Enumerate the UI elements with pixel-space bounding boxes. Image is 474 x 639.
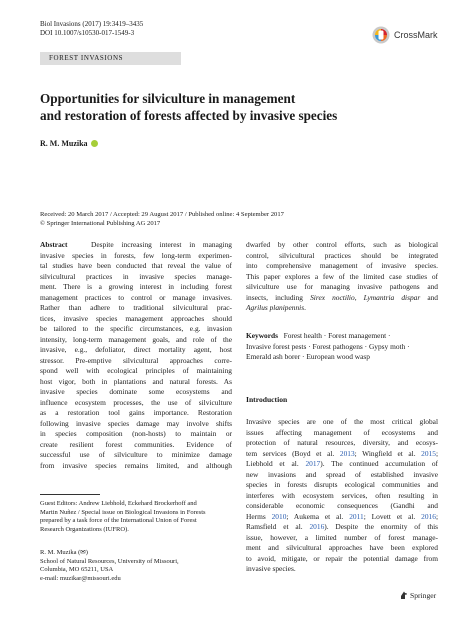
intro-text: ). The continued accumulation of: [320, 459, 439, 468]
crossmark-badge[interactable]: [372, 26, 438, 44]
abstract-line: host vigor, both in plantations and natural forests. As: [40, 376, 232, 386]
springer-horse-icon: [400, 591, 408, 600]
author-row: [40, 139, 98, 148]
footnote-divider: [40, 494, 100, 495]
intro-text: ;: [435, 448, 438, 458]
abstract-line: Despite increasing interest in managing: [91, 240, 233, 249]
editor-footnote: [40, 500, 232, 534]
section-label: FOREST INVASIONS: [40, 52, 181, 65]
abstract-line: dwarfed by other control efforts, such as biological: [246, 240, 438, 249]
journal-citation: [40, 20, 143, 38]
abstract-line: into comprehensive management of invasive species.: [246, 261, 438, 270]
abstract-line: successful use of silviculture to minimize damage: [40, 450, 232, 459]
abstract-line: influence ecosystem processes, the use of silviculture: [40, 397, 232, 407]
footnote-line: Research Organizations (IUFRO).: [40, 525, 129, 533]
species-name: Sirex noctilio: [310, 292, 355, 302]
keywords-line: Forest health · Forest management ·: [283, 331, 391, 340]
abstract-line: Rather than adhere to traditional silvicultural prac-: [40, 303, 232, 312]
abstract-line: invasive species in forests, few long-term experimen-: [40, 250, 232, 260]
author-name: R. M. Muzika: [40, 139, 88, 148]
citation-link[interactable]: 2016: [309, 522, 325, 531]
intro-line: to avoid, mitigate, or repair the potential damage from: [246, 553, 438, 563]
period: .: [304, 303, 306, 312]
intro-line: interferes with ecosystem services, often resulting in: [246, 490, 438, 500]
intro-line: species in forests disrupts ecological communities and: [246, 480, 438, 489]
citation-link[interactable]: 2011: [349, 511, 364, 521]
citation-link[interactable]: 2015: [421, 448, 436, 458]
author-affiliation: [40, 549, 232, 583]
article-title: [40, 90, 440, 124]
intro-text: ; Wingfield et al.: [354, 448, 422, 458]
intro-line: protection of natural resources, diversity, and ecosys-: [246, 438, 438, 447]
abstract-line: management practices to control or manage invasives.: [40, 292, 232, 302]
abstract-line: silvicultural practices in invasive species manage-: [40, 271, 232, 281]
abstract-line: create resilient forest communities. Evidence of: [40, 439, 232, 449]
intro-text: Ramsfield et al.: [246, 522, 310, 531]
intro-line: considerable economic consequences (Gandhi and: [246, 501, 438, 510]
footnote-line: Guest Editors: Andrew Liebhold, Eckehard Brockerhoff and: [40, 500, 197, 507]
citation-link[interactable]: 2010: [271, 511, 287, 521]
affiliation-author: R. M. Muzika (✉): [40, 549, 88, 556]
copyright: © Springer International Publishing AG 2017: [40, 220, 161, 227]
abstract-block: [40, 240, 232, 471]
journal-volume: Biol Invasions (2017) 19:3419–3435: [40, 20, 144, 28]
abstract-line: insects, including: [246, 292, 311, 302]
intro-text: Liebhold et al.: [246, 459, 306, 468]
conjunction: and: [420, 292, 438, 302]
abstract-line: silviculture use for managing invasive pathogens and: [246, 282, 438, 291]
title-line-2: and restoration of forests affected by invasive species: [40, 108, 338, 123]
abstract-line: invasive, e.g., defoliator, direct mortality agent, host: [40, 345, 232, 354]
keywords-label: Keywords: [246, 331, 279, 340]
affiliation-line: School of Natural Resources, University of Missouri,: [40, 557, 179, 565]
intro-line: new invasions and spread of established invasive: [246, 469, 438, 479]
history-dates: Received: 20 March 2017 / Accepted: 29 August 2017 / Published online: 4 September 2017: [40, 211, 284, 218]
journal-doi[interactable]: DOI 10.1007/s10530-017-1549-3: [40, 29, 135, 37]
keywords-block: [246, 331, 438, 363]
abstract-line: tal studies have been conducted that reveal the value of: [40, 261, 232, 270]
intro-text: ). Despite the enormity of this: [324, 522, 439, 531]
abstract-line: from invasive species remains limited, and although: [40, 460, 232, 470]
author-email[interactable]: e-mail: muzikar@missouri.edu: [40, 574, 121, 582]
abstract-line: as a restoration tool gains importance. Restoration: [40, 408, 232, 417]
keywords-line: Emerald ash borer · European wood wasp: [246, 352, 370, 361]
intro-line: invasive species.: [246, 564, 296, 573]
abstract-line: This paper explores a few of the limited case studies of: [246, 271, 438, 281]
separator: ,: [354, 292, 364, 302]
intro-line: issues affecting management of ecosystems and: [246, 427, 438, 437]
affiliation-line: Columbia, MO 65211, USA: [40, 566, 114, 574]
intro-text: ; Lovett et al.: [363, 511, 422, 521]
abstract-line: in species composition (non-hosts) to maintain or: [40, 429, 232, 438]
abstract-line: tices, invasive species management approaches should: [40, 313, 232, 323]
introduction-body: [246, 417, 438, 575]
crossmark-icon: [372, 26, 390, 44]
footnote-line: prepared by a task force of the International Union of Forest: [40, 517, 197, 525]
publisher-logo: [400, 591, 436, 600]
abstract-label: Abstract: [40, 240, 68, 249]
intro-text: Herms: [246, 511, 272, 521]
species-name: Lymantria dispar: [363, 292, 421, 302]
intro-line: Invasive species are one of the most critical global: [246, 417, 438, 426]
abstract-line: following invasive species damage may involve shifts: [40, 418, 232, 428]
citation-link[interactable]: 2013: [339, 448, 355, 458]
article-dates: [40, 210, 440, 228]
abstract-line: be tailored to the specific circumstances, e.g. invasion: [40, 324, 232, 333]
abstract-line: invasive species dominate some ecosystems and: [40, 387, 232, 396]
abstract-line: ment. There is a growing interest in including forest: [40, 282, 232, 291]
publisher-name: Springer: [410, 591, 437, 600]
intro-text: ; Aukema et al.: [286, 511, 350, 521]
abstract-line: intensity, long-term management goals, and role of the: [40, 334, 232, 344]
crossmark-label: CrossMark: [394, 30, 438, 40]
intro-line: issue, however, a limited number of forest manage-: [246, 532, 438, 542]
abstract-line: stressor. Pre-emptive silvicultural approaches corre-: [40, 355, 232, 365]
citation-link[interactable]: 2016: [421, 511, 436, 521]
intro-text: tem services (Boyd et al.: [246, 448, 340, 458]
abstract-continued: [246, 240, 438, 314]
introduction-heading: Introduction: [246, 395, 288, 404]
title-line-1: Opportunities for silviculture in management: [40, 91, 296, 106]
intro-line: ment and silvicultural approaches have been explored: [246, 543, 438, 552]
species-name: Agrilus planipennis: [246, 303, 305, 312]
keywords-line: Invasive forest pests · Forest pathogens · Gypsy moth ·: [246, 341, 410, 351]
abstract-line: control, silvicultural practices should be integrated: [246, 250, 438, 260]
intro-text: ;: [435, 511, 438, 521]
abstract-line: spond well with ecological principles of maintaining: [40, 366, 232, 375]
footnote-line: Martin Nuñez / Special issue on Biological Invasions in Forests: [40, 508, 206, 516]
citation-link[interactable]: 2017: [305, 459, 321, 468]
orcid-icon[interactable]: [91, 140, 98, 147]
